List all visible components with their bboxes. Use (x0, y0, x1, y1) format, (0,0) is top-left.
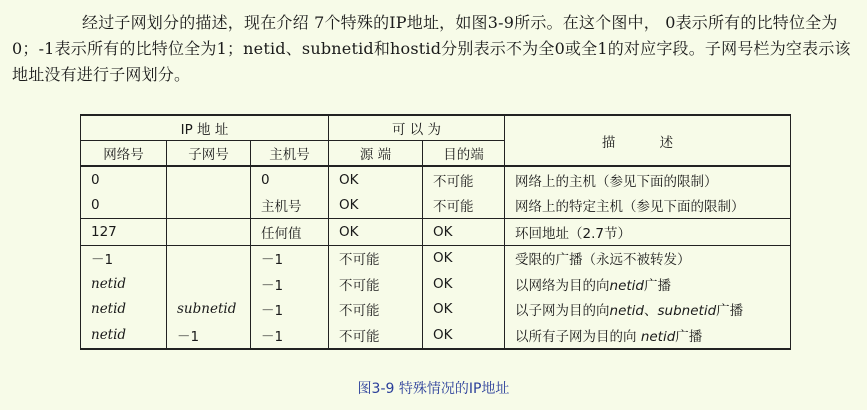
cell-dst: OK (423, 271, 505, 297)
cell-dst: OK (423, 297, 505, 323)
cell-net: 0 (81, 166, 167, 193)
cell-net: －1 (81, 245, 167, 271)
table-row (81, 219, 791, 246)
table-row (81, 193, 791, 219)
cell-sub (167, 271, 251, 297)
table-row (81, 166, 791, 193)
header-network-number: 网络号 (81, 141, 167, 167)
cell-host: 0 (251, 166, 329, 193)
cell-dst: OK (423, 322, 505, 349)
cell-net: netid (81, 297, 167, 323)
cell-src: 不可能 (329, 322, 423, 349)
cell-sub: －1 (167, 322, 251, 349)
cell-net: netid (81, 271, 167, 297)
cell-host: －1 (251, 297, 329, 323)
cell-desc: 网络上的特定主机（参见下面的限制） (505, 193, 791, 219)
cell-net: 0 (81, 193, 167, 219)
cell-host: 任何值 (251, 219, 329, 246)
table-row (81, 297, 791, 323)
cell-sub (167, 245, 251, 271)
cell-desc: 网络上的主机（参见下面的限制） (505, 166, 791, 193)
cell-net: netid (81, 322, 167, 349)
cell-src: 不可能 (329, 271, 423, 297)
header-ip-address: IP 地 址 (81, 115, 329, 141)
intro-paragraph: 经过子网划分的描述，现在介绍 7个特殊的IP地址，如图3-9所示。在这个图中， 0表示所有的比特位全为0；-1表示所有的比特位全为1；netid、subnetid和hostid分别表示不为全0或全1的对应字段。子网号栏为空表示该地址没有进行子网划分。 (12, 13, 851, 84)
cell-desc: 受限的广播（永远不被转发） (505, 245, 791, 271)
special-ip-table (80, 114, 791, 350)
cell-dst: OK (423, 219, 505, 246)
table-row (81, 322, 791, 349)
cell-src: OK (329, 166, 423, 193)
cell-host: －1 (251, 271, 329, 297)
cell-desc: 以网络为目的向netid广播 (505, 271, 791, 297)
figure-caption: 图3-9 特殊情况的IP地址 (357, 381, 510, 397)
cell-src: OK (329, 193, 423, 219)
header-subnet-number: 子网号 (167, 141, 251, 167)
cell-dst: OK (423, 245, 505, 271)
cell-sub (167, 193, 251, 219)
cell-desc: 以所有子网为目的向 netid广播 (505, 322, 791, 349)
header-source: 源 端 (329, 141, 423, 167)
cell-sub: subnetid (167, 297, 251, 323)
cell-sub (167, 166, 251, 193)
table-row (81, 245, 791, 271)
cell-host: －1 (251, 245, 329, 271)
header-host-number: 主机号 (251, 141, 329, 167)
header-destination: 目的端 (423, 141, 505, 167)
cell-desc: 环回地址（2.7节） (505, 219, 791, 246)
cell-dst: 不可能 (423, 166, 505, 193)
cell-src: OK (329, 219, 423, 246)
cell-desc: 以子网为目的向netid、subnetid广播 (505, 297, 791, 323)
header-description: 描 述 (505, 115, 791, 166)
cell-host: －1 (251, 322, 329, 349)
cell-dst: 不可能 (423, 193, 505, 219)
cell-src: 不可能 (329, 297, 423, 323)
table-row (81, 271, 791, 297)
header-can-be: 可 以 为 (329, 115, 505, 141)
cell-sub (167, 219, 251, 246)
cell-host: 主机号 (251, 193, 329, 219)
cell-net: 127 (81, 219, 167, 246)
cell-src: 不可能 (329, 245, 423, 271)
